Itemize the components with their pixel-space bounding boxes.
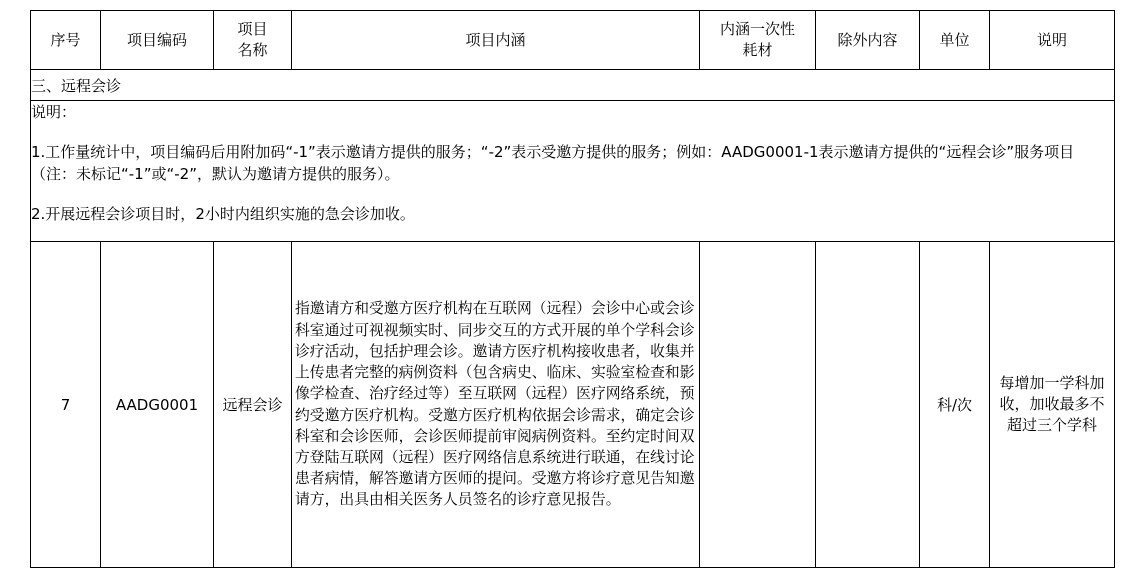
cell-code: AADG0001 — [101, 242, 214, 568]
header-seq: 序号 — [31, 11, 101, 70]
notes-cell — [31, 101, 1115, 242]
note-2: 2.开展远程会诊项目时，2小时内组织实施的急会诊加收。 — [31, 205, 415, 223]
cell-excluded — [816, 242, 920, 568]
fee-item-table — [30, 10, 1115, 568]
header-unit: 单位 — [920, 11, 990, 70]
note-1: 1.工作量统计中，项目编码后用附加码“-1”表示邀请方提供的服务；“-2”表示受邀方提供的服务；例如：AADG0001-1表示邀请方提供的“远程会诊”服务项目（注：未标记“-1”或“-2”，默认为邀请方提供的服务）。 — [31, 143, 1075, 183]
cell-description: 每增加一学科加收，加收最多不超过三个学科 — [990, 242, 1115, 568]
cell-consumables — [700, 242, 816, 568]
section-row — [31, 70, 1115, 101]
notes-heading: 说明： — [31, 103, 77, 121]
header-name: 项目 名称 — [214, 11, 292, 70]
cell-name: 远程会诊 — [214, 242, 292, 568]
table-row — [31, 242, 1115, 568]
section-title: 三、远程会诊 — [31, 70, 1115, 101]
cell-content: 指邀请方和受邀方医疗机构在互联网（远程）会诊中心或会诊科室通过可视视频实时、同步交互的方式开展的单个学科会诊诊疗活动，包括护理会诊。邀请方医疗机构接收患者，收集并上传患者完整的病例资料（包含病史、临床、实验室检查和影像学检查、治疗经过等）至互联网（远程）医疗网络系统，预约受邀方医疗机构。受邀方医疗机构依据会诊需求，确定会诊科室和会诊医师，会诊医师提前审阅病例资料。至约定时间双方登陆互联网（远程）医疗网络信息系统进行联通，在线讨论患者病情，解答邀请方医师的提问。受邀方将诊疗意见告知邀请方，出具由相关医务人员签名的诊疗意见报告。 — [292, 242, 700, 568]
cell-unit: 科/次 — [920, 242, 990, 568]
cell-seq: 7 — [31, 242, 101, 568]
header-description: 说明 — [990, 11, 1115, 70]
header-content: 项目内涵 — [292, 11, 700, 70]
notes-row — [31, 101, 1115, 242]
header-row — [31, 11, 1115, 70]
header-excluded: 除外内容 — [816, 11, 920, 70]
header-consumables: 内涵一次性 耗材 — [700, 11, 816, 70]
header-code: 项目编码 — [101, 11, 214, 70]
